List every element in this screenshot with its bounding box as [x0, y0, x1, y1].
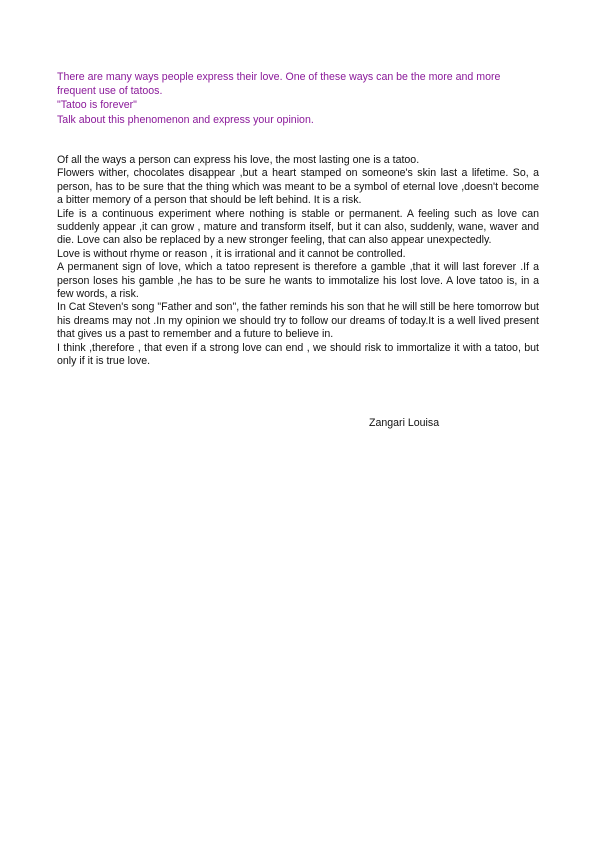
essay-paragraph: Of all the ways a person can express his love, the most lasting one is a tatoo.: [57, 154, 420, 166]
prompt-intro: There are many ways people express their love. One of these ways can be the more and more frequent use of tatoos.: [57, 71, 501, 98]
author-signature: Zangari Louisa: [369, 417, 440, 429]
essay-body: [57, 154, 539, 369]
essay-prompt: [57, 70, 541, 127]
prompt-quote: "Tatoo is forever": [57, 99, 137, 112]
prompt-instruction: Talk about this phenomenon and express your opinion.: [57, 113, 314, 126]
essay-paragraph: A permanent sign of love, which a tatoo represent is therefore a gamble ,that it will last forever .If a person loses his gamble ,he has to be sure he wants to immotalize his lost love. A love tatoo is, in a few words, a risk.: [57, 261, 539, 301]
essay-paragraph: Flowers wither, chocolates disappear ,but a heart stamped on someone's skin last a lifetime. So, a person, has to be sure that the thing which was meant to be a symbol of eternal love ,doesn't become a bitter memory of a person that should be left behind. It is a risk.: [57, 167, 539, 207]
essay-paragraph: Love is without rhyme or reason , it is irrational and it cannot be controlled.: [57, 247, 406, 260]
essay-paragraph: I think ,therefore , that even if a strong love can end , we should risk to immortalize it with a tatoo, but only if it is true love.: [57, 341, 539, 368]
essay-paragraph: Life is a continuous experiment where nothing is stable or permanent. A feeling such as love can suddenly appear ,it can grow , mature and transform itself, but it can also, suddenly, wane, waver and die. Love can also be replaced by a new stronger feeling, that can also appear unexpectedly.: [57, 207, 539, 247]
essay-paragraph: In Cat Steven's song "Father and son", the father reminds his son that he will still be here tomorrow but his dreams may not .In my opinion we should try to follow our dreams of today.It is a well lived present that gives us a past to remember and a future to believe in.: [57, 301, 539, 341]
